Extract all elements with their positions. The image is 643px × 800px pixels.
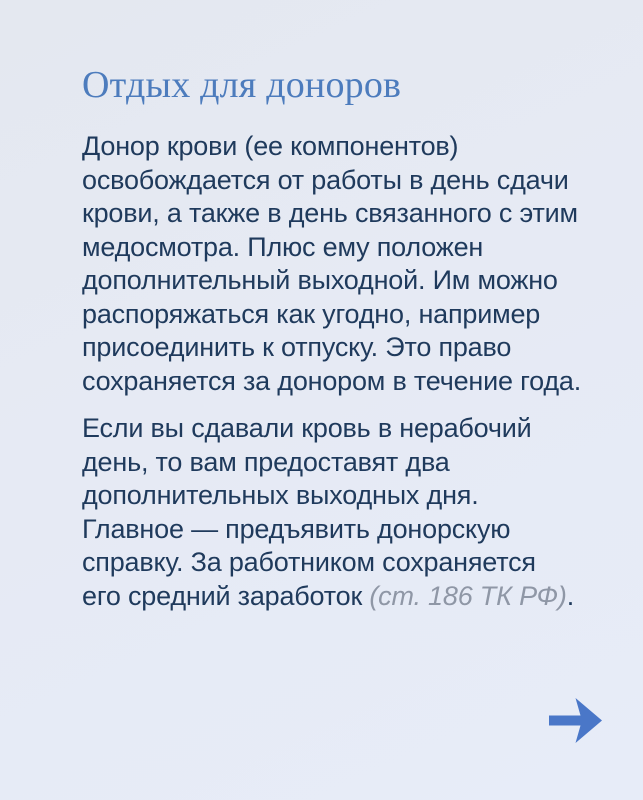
next-slide-button[interactable] (549, 697, 603, 744)
text-line: Донор крови (ее компонентов) (82, 131, 459, 161)
text-line: справку. За работником сохраняется (82, 547, 536, 577)
paragraph-donor-day-off (82, 130, 622, 398)
legal-reference: (ст. 186 ТК РФ) (369, 580, 567, 611)
text-line: присоединить к отпуску. Это право (82, 332, 512, 362)
text-line: освобождается от работы в день сдачи (82, 164, 569, 195)
text-line: Если вы сдавали кровь в нерабочий (82, 413, 532, 443)
text-line: Главное — предъявить донорскую (82, 513, 511, 544)
page-title: Отдых для доноров (82, 64, 402, 106)
card-content (82, 0, 622, 613)
text-line-with-reference (82, 580, 622, 614)
text-line: медосмотра. Плюс ему положен (82, 231, 484, 262)
text-line: дополнительный выходной. Им можно (82, 265, 558, 295)
text-line: день, то вам предоставят два (82, 446, 450, 477)
text-line: дополнительных выходных дня. (82, 480, 479, 510)
arrow-right-icon (549, 697, 603, 744)
text-line: сохраняется за донором в течение года. (82, 365, 582, 396)
paragraph-nonworking-day-donation (82, 412, 622, 613)
text-line: распоряжаться как угодно, например (82, 298, 541, 329)
average-earnings-text: его средний заработок (82, 580, 370, 611)
text-line: крови, а также в день связанного с этим (82, 198, 578, 228)
sentence-period: . (566, 580, 574, 611)
